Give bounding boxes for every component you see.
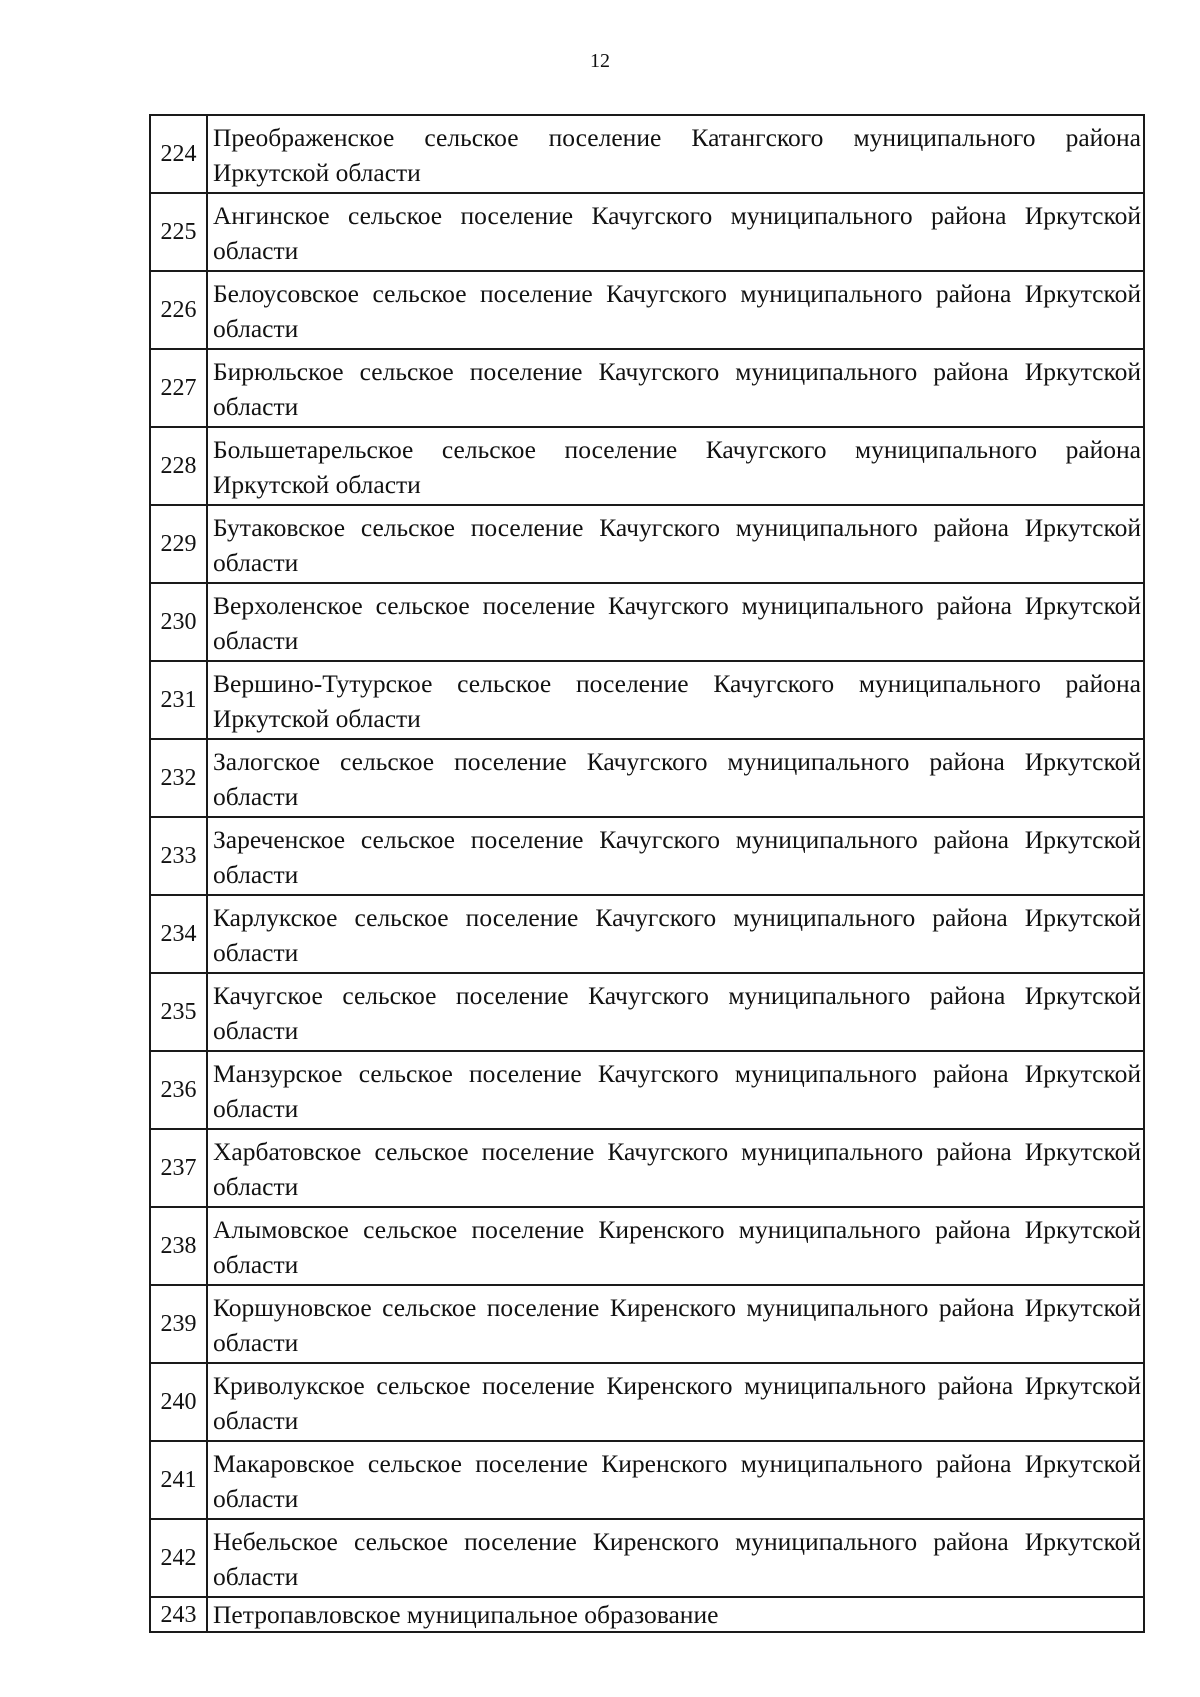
row-name: Алымовское сельское поселение Киренского муниципального района Иркутской области	[207, 1207, 1144, 1285]
row-number: 234	[150, 895, 207, 973]
table-row	[150, 193, 1144, 271]
row-number: 224	[150, 115, 207, 193]
row-name: Криволукское сельское поселение Киренского муниципального района Иркутской области	[207, 1363, 1144, 1441]
table-row	[150, 1285, 1144, 1363]
row-number: 228	[150, 427, 207, 505]
table-row	[150, 1519, 1144, 1597]
table-row	[150, 1597, 1144, 1632]
row-number: 233	[150, 817, 207, 895]
row-number: 230	[150, 583, 207, 661]
row-name: Вершино-Тутурское сельское поселение Качугского муниципального района Иркутской области	[207, 661, 1144, 739]
row-number: 241	[150, 1441, 207, 1519]
row-number: 231	[150, 661, 207, 739]
row-name: Большетарельское сельское поселение Качугского муниципального района Иркутской области	[207, 427, 1144, 505]
table-row	[150, 271, 1144, 349]
table-row	[150, 973, 1144, 1051]
row-number: 227	[150, 349, 207, 427]
row-name: Харбатовское сельское поселение Качугского муниципального района Иркутской области	[207, 1129, 1144, 1207]
row-name: Зареченское сельское поселение Качугского муниципального района Иркутской области	[207, 817, 1144, 895]
municipalities-table	[149, 114, 1145, 1633]
table-row	[150, 115, 1144, 193]
table-body	[150, 115, 1144, 1632]
table-row	[150, 583, 1144, 661]
table-row	[150, 895, 1144, 973]
row-number: 225	[150, 193, 207, 271]
row-name: Карлукское сельское поселение Качугского муниципального района Иркутской области	[207, 895, 1144, 973]
row-name: Залогское сельское поселение Качугского муниципального района Иркутской области	[207, 739, 1144, 817]
row-name: Верхоленское сельское поселение Качугского муниципального района Иркутской области	[207, 583, 1144, 661]
row-number: 237	[150, 1129, 207, 1207]
table-row	[150, 427, 1144, 505]
row-name: Манзурское сельское поселение Качугского муниципального района Иркутской области	[207, 1051, 1144, 1129]
table-row	[150, 505, 1144, 583]
row-name: Макаровское сельское поселение Киренского муниципального района Иркутской области	[207, 1441, 1144, 1519]
table-row	[150, 349, 1144, 427]
row-number: 239	[150, 1285, 207, 1363]
row-number: 240	[150, 1363, 207, 1441]
page-number: 12	[590, 50, 610, 72]
table-row	[150, 1129, 1144, 1207]
row-name: Петропавловское муниципальное образование	[207, 1597, 1144, 1632]
row-number: 236	[150, 1051, 207, 1129]
row-name: Бирюльское сельское поселение Качугского муниципального района Иркутской области	[207, 349, 1144, 427]
row-number: 229	[150, 505, 207, 583]
row-name: Качугское сельское поселение Качугского муниципального района Иркутской области	[207, 973, 1144, 1051]
row-name: Ангинское сельское поселение Качугского муниципального района Иркутской области	[207, 193, 1144, 271]
row-name: Белоусовское сельское поселение Качугского муниципального района Иркутской области	[207, 271, 1144, 349]
row-number: 243	[150, 1597, 207, 1632]
row-name: Преображенское сельское поселение Катангского муниципального района Иркутской области	[207, 115, 1144, 193]
row-number: 242	[150, 1519, 207, 1597]
table-row	[150, 1051, 1144, 1129]
row-number: 232	[150, 739, 207, 817]
table-row	[150, 1363, 1144, 1441]
row-number: 238	[150, 1207, 207, 1285]
row-name: Небельское сельское поселение Киренского муниципального района Иркутской области	[207, 1519, 1144, 1597]
row-number: 226	[150, 271, 207, 349]
table-row	[150, 1441, 1144, 1519]
table-row	[150, 739, 1144, 817]
table-row	[150, 1207, 1144, 1285]
row-name: Бутаковское сельское поселение Качугского муниципального района Иркутской области	[207, 505, 1144, 583]
table-row	[150, 817, 1144, 895]
row-name: Коршуновское сельское поселение Киренского муниципального района Иркутской области	[207, 1285, 1144, 1363]
table-row	[150, 661, 1144, 739]
row-number: 235	[150, 973, 207, 1051]
